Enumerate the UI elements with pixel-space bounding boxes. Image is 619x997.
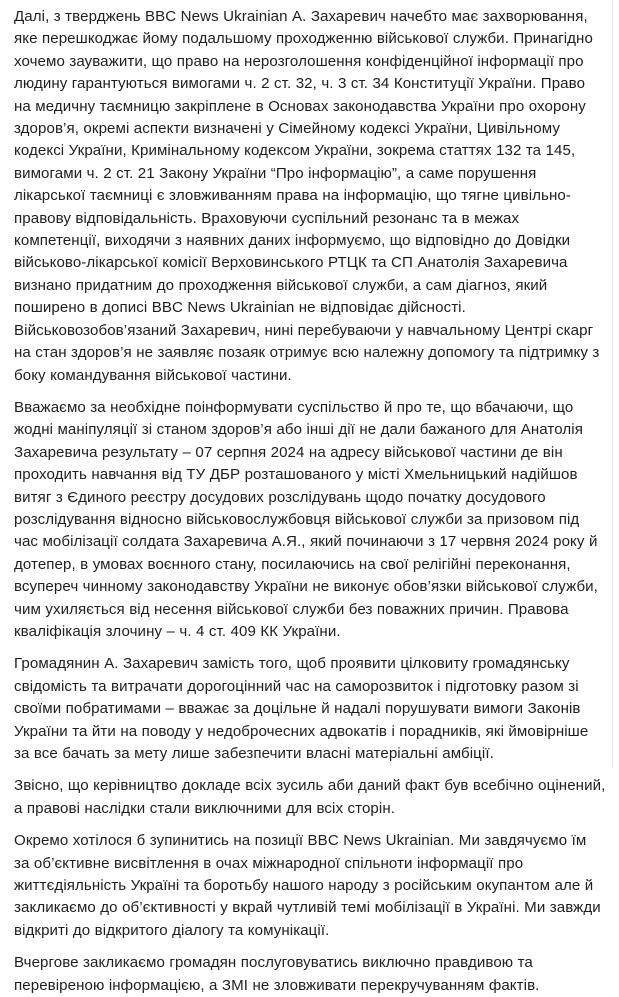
paragraph: Вчергове закликаємо громадян послуговуватись виключно правдивою та перевіреною інформацією, а ЗМІ не зловживати перекручуванням фактів. [14, 954, 540, 994]
scrollbar-track[interactable] [612, 0, 613, 768]
paragraph: Звісно, що керівництво докладе всіх зусиль аби даний факт був всебічно оцінений, а правові наслідки стали виключними для всіх сторін. [14, 777, 606, 817]
paragraph: Далі, з тверджень BBC News Ukrainian А. Захаревич начебто має захворювання, яке перешкоджає йому подальшому проходженню військової служби. Принагідно хочемо зауважити, що право на нерозголошення конфіденційної інформації про людину гарантуються вимогами ч. 2 ст. 32, ч. 3 ст. 34 Конституції України. Право на медичну таємницю закріплене в Основах законодавства України про охорону здоров’я, окремі аспекти визначені у Сімейному кодексі України, Цивільному кодексі України, Кримінальному кодексом України, зокрема статтях 132 та 145, вимогами ч. 2 ст. 21 Закону України “Про інформацію”, а саме порушення лікарської таємниці є зловживанням права на інформацію, що тягне цивільно-правову відповідальність. Враховуючи суспільний резонанс та в межах компетенції, виходячи з наявних даних інформуємо, що відповідно до Довідки військово-лікарської комісії Верховинського РТЦК та СП Анатолія Захаревича визнано придатним до проходження військової служби, а сам діагноз, який поширено в дописі BBC News Ukrainian не відповідає дійсності. Військовозобов’язаний Захаревич, нині перебуваючи у навчальному Центрі скарг на стан здоров’я не заявляє позаяк отримує всю належну допомогу та підтримку з боку командування військової частини. [14, 8, 600, 384]
statement-text-body [14, 0, 606, 997]
paragraph: Громадянин А. Захаревич замість того, щоб проявити цілковиту громадянську свідомість та витрачати дорогоцінний час на саморозвиток і підготовку разом зі своїми побратимами – вважає за доцільне й надалі порушувати вимоги Законів України та йти на поводу у недоброчесних адвокатів і порадників, які ймовірніше за все бачать за мету лише забезпечити власні матеріальні амбіції. [14, 655, 589, 762]
paragraph: Вважаємо за необхідне поінформувати суспільство й про те, що вбачаючи, що жодні маніпуляції зі станом здоров’я або інші дії не дали бажаного для Анатолія Захаревича результату – 07 серпня 2024 на адресу військової частини де він проходить навчання від ТУ ДБР розташованого у місті Хмельницький надійшов витяг з Єдиного реєстру досудових розслідувань щодо початку досудового розслідування відносно військовослужбовця військової служби за призовом під час мобілізації солдата Захаревича А.Я., який починаючи з 17 червня 2024 року й дотепер, в умовах воєнного стану, посилаючись на свої релігійні переконання, всупереч чинному законодавству України не виконує обов’язки військової служби, чим ухиляється від несення військової служби без поважних причин. Правова кваліфікація злочину – ч. 4 ст. 409 КК України. [14, 398, 598, 640]
paragraph: Окремо хотілося б зупинитись на позиції BBC News Ukrainian. Ми завдячуємо їм за об’єктивне висвітлення в очах міжнародної спільноти інформації про життєдіяльність Україні та боротьбу нашого народу з російським окупантом але й закликаємо до об’єктивності у вкрай чутливій темі мобілізації в Україні. Ми завжди відкриті до відкритого діалогу та комунікації. [14, 832, 601, 939]
